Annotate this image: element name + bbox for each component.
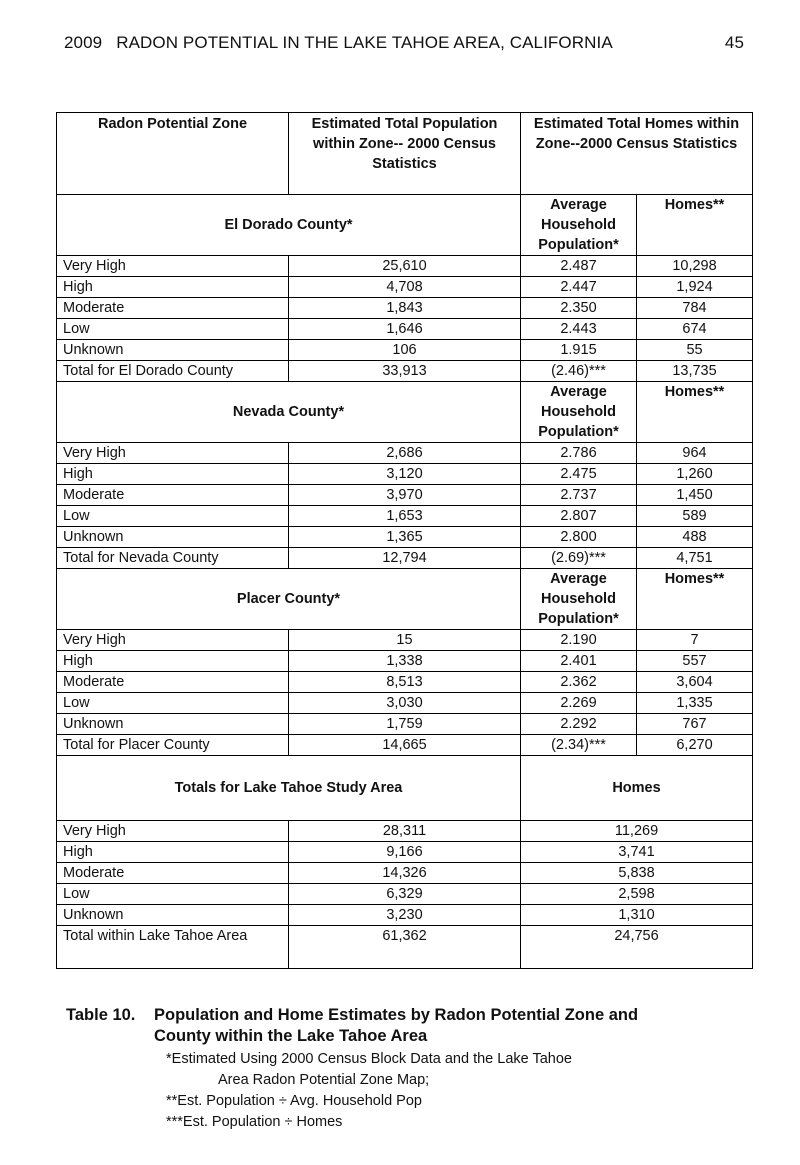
totals-header-row xyxy=(57,756,753,821)
subheader-homes: Homes** xyxy=(637,382,753,443)
avg-household-cell: 2.447 xyxy=(521,277,637,298)
homes-cell: 1,924 xyxy=(637,277,753,298)
avg-household-cell: (2.34)*** xyxy=(521,735,637,756)
homes-cell: 3,604 xyxy=(637,672,753,693)
table-row xyxy=(57,693,753,714)
avg-household-cell: 2.786 xyxy=(521,443,637,464)
zone-cell: Low xyxy=(57,884,289,905)
homes-cell: 7 xyxy=(637,630,753,651)
table-row xyxy=(57,821,753,842)
avg-household-cell: 2.362 xyxy=(521,672,637,693)
zone-cell: Unknown xyxy=(57,527,289,548)
county-header-row xyxy=(57,382,753,443)
population-cell: 3,120 xyxy=(289,464,521,485)
caption-label: Table 10. xyxy=(66,1006,136,1024)
county-name: El Dorado County* xyxy=(57,195,521,256)
zone-cell: Very High xyxy=(57,821,289,842)
table-row xyxy=(57,464,753,485)
note-1a: *Estimated Using 2000 Census Block Data and the Lake Tahoe xyxy=(166,1051,572,1067)
homes-cell: 1,450 xyxy=(637,485,753,506)
table-notes xyxy=(166,1049,572,1133)
homes-cell: 3,741 xyxy=(521,842,753,863)
county-name: Nevada County* xyxy=(57,382,521,443)
population-cell: 14,665 xyxy=(289,735,521,756)
running-header xyxy=(64,33,744,53)
radon-population-table xyxy=(56,112,753,969)
avg-household-cell: 2.269 xyxy=(521,693,637,714)
table-caption xyxy=(66,1005,756,1047)
table-row xyxy=(57,443,753,464)
zone-cell: Very High xyxy=(57,630,289,651)
homes-cell: 24,756 xyxy=(521,926,753,969)
homes-cell: 767 xyxy=(637,714,753,735)
population-cell: 9,166 xyxy=(289,842,521,863)
population-cell: 1,365 xyxy=(289,527,521,548)
avg-household-cell: 2.807 xyxy=(521,506,637,527)
population-cell: 1,653 xyxy=(289,506,521,527)
homes-cell: 55 xyxy=(637,340,753,361)
zone-cell: Moderate xyxy=(57,672,289,693)
homes-cell: 6,270 xyxy=(637,735,753,756)
population-cell: 8,513 xyxy=(289,672,521,693)
page-number: 45 xyxy=(724,33,744,52)
zone-cell: Moderate xyxy=(57,298,289,319)
population-cell: 25,610 xyxy=(289,256,521,277)
table-row xyxy=(57,298,753,319)
zone-cell: Total for Nevada County xyxy=(57,548,289,569)
homes-cell: 488 xyxy=(637,527,753,548)
homes-cell: 10,298 xyxy=(637,256,753,277)
population-cell: 33,913 xyxy=(289,361,521,382)
homes-cell: 557 xyxy=(637,651,753,672)
population-cell: 6,329 xyxy=(289,884,521,905)
county-header-row xyxy=(57,195,753,256)
population-cell: 3,030 xyxy=(289,693,521,714)
homes-cell: 2,598 xyxy=(521,884,753,905)
table-row xyxy=(57,735,753,756)
zone-cell: Total for El Dorado County xyxy=(57,361,289,382)
homes-cell: 1,335 xyxy=(637,693,753,714)
table-row xyxy=(57,842,753,863)
population-cell: 61,362 xyxy=(289,926,521,969)
table-row xyxy=(57,863,753,884)
zone-cell: Moderate xyxy=(57,863,289,884)
avg-household-cell: 2.487 xyxy=(521,256,637,277)
col-header-population: Estimated Total Population within Zone-- 2000 Census Statistics xyxy=(289,113,521,195)
avg-household-cell: 2.475 xyxy=(521,464,637,485)
note-1b: Area Radon Potential Zone Map; xyxy=(218,1072,430,1088)
zone-cell: Unknown xyxy=(57,340,289,361)
zone-cell: High xyxy=(57,651,289,672)
homes-cell: 1,310 xyxy=(521,905,753,926)
table-row xyxy=(57,630,753,651)
population-cell: 28,311 xyxy=(289,821,521,842)
subheader-avg-household: Average Household Population* xyxy=(521,569,637,630)
table-row xyxy=(57,884,753,905)
table-row xyxy=(57,672,753,693)
zone-cell: Total for Placer County xyxy=(57,735,289,756)
table-row xyxy=(57,527,753,548)
avg-household-cell: 1.915 xyxy=(521,340,637,361)
homes-cell: 4,751 xyxy=(637,548,753,569)
homes-cell: 784 xyxy=(637,298,753,319)
avg-household-cell: (2.69)*** xyxy=(521,548,637,569)
population-cell: 12,794 xyxy=(289,548,521,569)
population-cell: 106 xyxy=(289,340,521,361)
zone-cell: Total within Lake Tahoe Area xyxy=(57,926,289,969)
zone-cell: Low xyxy=(57,506,289,527)
zone-cell: Low xyxy=(57,319,289,340)
zone-cell: Very High xyxy=(57,443,289,464)
avg-household-cell: 2.350 xyxy=(521,298,637,319)
zone-cell: Unknown xyxy=(57,905,289,926)
table-row xyxy=(57,256,753,277)
subheader-homes: Homes** xyxy=(637,195,753,256)
header-year: 2009 xyxy=(64,33,103,52)
avg-household-cell: 2.443 xyxy=(521,319,637,340)
zone-cell: High xyxy=(57,464,289,485)
homes-cell: 674 xyxy=(637,319,753,340)
zone-cell: High xyxy=(57,842,289,863)
population-cell: 1,646 xyxy=(289,319,521,340)
table-row xyxy=(57,714,753,735)
caption-line-1: Population and Home Estimates by Radon Potential Zone and xyxy=(154,1006,639,1024)
totals-homes-label: Homes xyxy=(521,756,753,821)
subheader-homes: Homes** xyxy=(637,569,753,630)
table-row xyxy=(57,651,753,672)
avg-household-cell: 2.800 xyxy=(521,527,637,548)
subheader-avg-household: Average Household Population* xyxy=(521,195,637,256)
zone-cell: High xyxy=(57,277,289,298)
population-cell: 1,843 xyxy=(289,298,521,319)
table-row xyxy=(57,548,753,569)
homes-cell: 1,260 xyxy=(637,464,753,485)
avg-household-cell: 2.737 xyxy=(521,485,637,506)
zone-cell: Moderate xyxy=(57,485,289,506)
table-row xyxy=(57,361,753,382)
zone-cell: Unknown xyxy=(57,714,289,735)
homes-cell: 964 xyxy=(637,443,753,464)
note-2: **Est. Population ÷ Avg. Household Pop xyxy=(166,1093,422,1109)
totals-label: Totals for Lake Tahoe Study Area xyxy=(57,756,521,821)
avg-household-cell: 2.292 xyxy=(521,714,637,735)
col-header-homes: Estimated Total Homes within Zone--2000 Census Statistics xyxy=(521,113,753,195)
zone-cell: Low xyxy=(57,693,289,714)
caption-line-2: County within the Lake Tahoe Area xyxy=(154,1027,428,1045)
homes-cell: 589 xyxy=(637,506,753,527)
table-row xyxy=(57,926,753,969)
note-3: ***Est. Population ÷ Homes xyxy=(166,1114,343,1130)
table-row xyxy=(57,319,753,340)
col-header-zone: Radon Potential Zone xyxy=(57,113,289,195)
table-row xyxy=(57,905,753,926)
avg-household-cell: (2.46)*** xyxy=(521,361,637,382)
table-row xyxy=(57,340,753,361)
avg-household-cell: 2.190 xyxy=(521,630,637,651)
population-cell: 1,338 xyxy=(289,651,521,672)
avg-household-cell: 2.401 xyxy=(521,651,637,672)
population-cell: 1,759 xyxy=(289,714,521,735)
population-cell: 3,970 xyxy=(289,485,521,506)
population-cell: 3,230 xyxy=(289,905,521,926)
population-cell: 4,708 xyxy=(289,277,521,298)
zone-cell: Very High xyxy=(57,256,289,277)
table-row xyxy=(57,506,753,527)
county-header-row xyxy=(57,569,753,630)
population-cell: 2,686 xyxy=(289,443,521,464)
homes-cell: 13,735 xyxy=(637,361,753,382)
table-header-row xyxy=(57,113,753,195)
subheader-avg-household: Average Household Population* xyxy=(521,382,637,443)
header-title: RADON POTENTIAL IN THE LAKE TAHOE AREA, CALIFORNIA xyxy=(116,33,613,52)
population-cell: 15 xyxy=(289,630,521,651)
table-row xyxy=(57,277,753,298)
homes-cell: 5,838 xyxy=(521,863,753,884)
county-name: Placer County* xyxy=(57,569,521,630)
population-cell: 14,326 xyxy=(289,863,521,884)
table-row xyxy=(57,485,753,506)
homes-cell: 11,269 xyxy=(521,821,753,842)
